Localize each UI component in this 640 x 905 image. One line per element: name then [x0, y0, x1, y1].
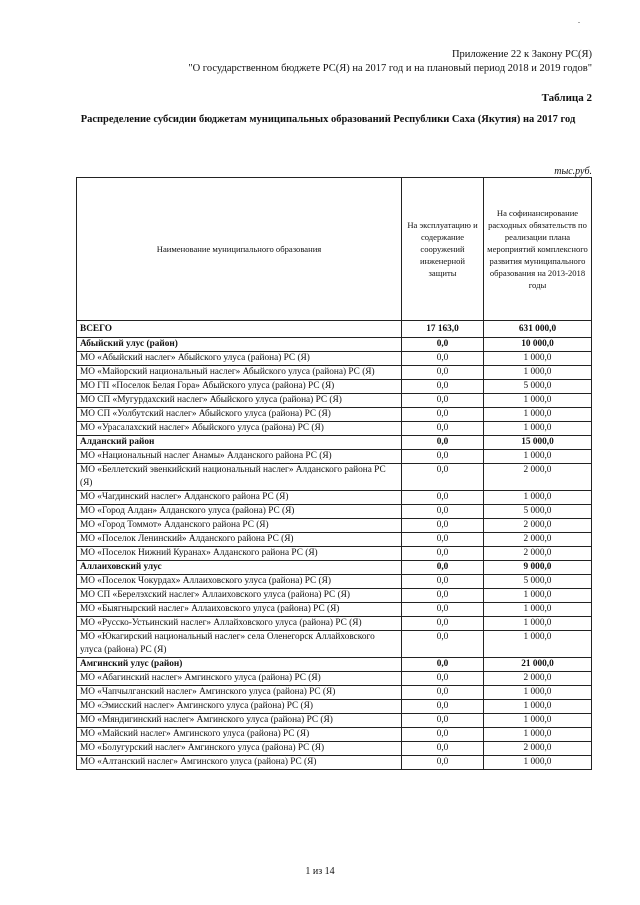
table-row [77, 352, 592, 366]
cell-cofinancing-value: 1 000,0 [484, 700, 592, 714]
table-number: Таблица 2 [541, 92, 592, 104]
table-row [77, 533, 592, 547]
table-row [77, 366, 592, 380]
cell-name: Алданский район [77, 436, 402, 450]
appendix-header [188, 48, 592, 76]
table-row [77, 422, 592, 436]
table-row [77, 380, 592, 394]
cell-cofinancing-value: 1 000,0 [484, 352, 592, 366]
cell-engineering-value: 0,0 [402, 575, 484, 589]
cell-engineering-value: 0,0 [402, 338, 484, 352]
cell-name: МО «Алтанский наслег» Амгинского улуса (района) РС (Я) [77, 756, 402, 770]
table-row [77, 450, 592, 464]
cell-cofinancing-value: 2 000,0 [484, 742, 592, 756]
cell-name: МО «Абагинский наслег» Амгинского улуса (района) РС (Я) [77, 672, 402, 686]
table-row [77, 617, 592, 631]
cell-engineering-value: 0,0 [402, 450, 484, 464]
cell-name: МО СП «Берелэхский наслег» Аллаиховского улуса (района) РС (Я) [77, 589, 402, 603]
cell-cofinancing-value: 2 000,0 [484, 672, 592, 686]
table-row [77, 321, 592, 338]
table-row [77, 742, 592, 756]
cell-name: Аллаиховский улус [77, 561, 402, 575]
cell-cofinancing-value: 1 000,0 [484, 603, 592, 617]
cell-cofinancing-value: 1 000,0 [484, 756, 592, 770]
cell-name: Абыйский улус (район) [77, 338, 402, 352]
cell-name: МО «Беллетский эвенкийский национальный наслег» Алданского района РС (Я) [77, 464, 402, 491]
cell-cofinancing-value: 1 000,0 [484, 686, 592, 700]
table-row [77, 394, 592, 408]
cell-cofinancing-value: 1 000,0 [484, 422, 592, 436]
cell-name: МО «Болугурский наслег» Амгинского улуса (района) РС (Я) [77, 742, 402, 756]
appendix-line-2: "О государственном бюджете РС(Я) на 2017 год и на плановый период 2018 и 2019 годов" [188, 63, 592, 74]
cell-name: МО «Юкагирский национальный наслег» села Оленегорск Аллайховского улуса (района) РС (Я) [77, 631, 402, 658]
page-number: 1 из 14 [305, 866, 335, 877]
cell-cofinancing-value: 5 000,0 [484, 575, 592, 589]
cell-cofinancing-value: 10 000,0 [484, 338, 592, 352]
cell-cofinancing-value: 1 000,0 [484, 366, 592, 380]
cell-engineering-value: 0,0 [402, 491, 484, 505]
cell-cofinancing-value: 5 000,0 [484, 380, 592, 394]
cell-cofinancing-value: 15 000,0 [484, 436, 592, 450]
cell-engineering-value: 0,0 [402, 658, 484, 672]
cell-name: МО «Чапчылганский наслег» Амгинского улуса (района) РС (Я) [77, 686, 402, 700]
table-row [77, 338, 592, 352]
cell-name: МО «Поселок Ленинский» Алданского района РС (Я) [77, 533, 402, 547]
table-row [77, 547, 592, 561]
cell-name: МО «Русско-Устьинский наслег» Аллайховского улуса (района) РС (Я) [77, 617, 402, 631]
cell-cofinancing-value: 1 000,0 [484, 714, 592, 728]
cell-engineering-value: 0,0 [402, 464, 484, 491]
cell-name: МО «Абыйский наслег» Абыйского улуса (района) РС (Я) [77, 352, 402, 366]
cell-engineering-value: 0,0 [402, 352, 484, 366]
table-row [77, 575, 592, 589]
cell-name: МО «Мяндигинский наслег» Амгинского улуса (района) РС (Я) [77, 714, 402, 728]
appendix-line-1: Приложение 22 к Закону РС(Я) [451, 49, 592, 60]
cell-engineering-value: 0,0 [402, 672, 484, 686]
cell-engineering-value: 0,0 [402, 742, 484, 756]
cell-engineering-value: 0,0 [402, 603, 484, 617]
cell-engineering-value: 0,0 [402, 366, 484, 380]
cell-name: МО «Национальный наслег Анамы» Алданского района РС (Я) [77, 450, 402, 464]
cell-engineering-value: 0,0 [402, 547, 484, 561]
table-row [77, 631, 592, 658]
table-row [77, 756, 592, 770]
column-header-name: Наименование муниципального образования [77, 178, 402, 321]
subsidy-table [76, 177, 592, 770]
cell-cofinancing-value: 1 000,0 [484, 728, 592, 742]
table-row [77, 658, 592, 672]
table-row [77, 728, 592, 742]
table-row [77, 408, 592, 422]
cell-engineering-value: 0,0 [402, 631, 484, 658]
cell-name: МО «Эмисский наслег» Амгинского улуса (района) РС (Я) [77, 700, 402, 714]
cell-engineering-value: 0,0 [402, 505, 484, 519]
units-label: тыс.руб. [554, 166, 592, 177]
cell-cofinancing-value: 1 000,0 [484, 617, 592, 631]
cell-cofinancing-value: 1 000,0 [484, 589, 592, 603]
cell-cofinancing-value: 2 000,0 [484, 533, 592, 547]
table-row [77, 519, 592, 533]
cell-cofinancing-value: 5 000,0 [484, 505, 592, 519]
cell-name: МО СП «Уолбутский наслег» Абыйского улуса (района) РС (Я) [77, 408, 402, 422]
cell-engineering-value: 17 163,0 [402, 321, 484, 338]
cell-name: МО «Майский наслег» Амгинского улуса (района) РС (Я) [77, 728, 402, 742]
cell-name: Амгинский улус (район) [77, 658, 402, 672]
cell-cofinancing-value: 1 000,0 [484, 450, 592, 464]
cell-engineering-value: 0,0 [402, 519, 484, 533]
cell-cofinancing-value: 2 000,0 [484, 547, 592, 561]
corner-mark: . [578, 16, 580, 25]
cell-cofinancing-value: 9 000,0 [484, 561, 592, 575]
table-row [77, 589, 592, 603]
cell-engineering-value: 0,0 [402, 617, 484, 631]
table-header-row [77, 178, 592, 321]
cell-name: ВСЕГО [77, 321, 402, 338]
table-row [77, 491, 592, 505]
cell-engineering-value: 0,0 [402, 533, 484, 547]
table-row [77, 603, 592, 617]
cell-engineering-value: 0,0 [402, 589, 484, 603]
table-row [77, 686, 592, 700]
table-row [77, 464, 592, 491]
cell-cofinancing-value: 1 000,0 [484, 491, 592, 505]
cell-name: МО «Чагдинский наслег» Алданского района РС (Я) [77, 491, 402, 505]
cell-engineering-value: 0,0 [402, 700, 484, 714]
cell-name: МО «Майорский национальный наслег» Абыйского улуса (района) РС (Я) [77, 366, 402, 380]
table-row [77, 436, 592, 450]
table-row [77, 505, 592, 519]
cell-engineering-value: 0,0 [402, 380, 484, 394]
cell-engineering-value: 0,0 [402, 686, 484, 700]
cell-cofinancing-value: 2 000,0 [484, 519, 592, 533]
table-row [77, 672, 592, 686]
cell-name: МО «Город Томмот» Алданского района РС (Я) [77, 519, 402, 533]
column-header-cofinancing: На софинансирование расходных обязательств по реализации плана мероприятий комплексного развития муниципального образования на 2013-2018 годы [484, 178, 592, 321]
cell-name: МО «Урасалахский наслег» Абыйского улуса (района) РС (Я) [77, 422, 402, 436]
cell-cofinancing-value: 1 000,0 [484, 408, 592, 422]
document-title: Распределение субсидии бюджетам муниципальных образований Республики Саха (Якутия) на 2017 год [80, 114, 576, 125]
cell-engineering-value: 0,0 [402, 436, 484, 450]
cell-engineering-value: 0,0 [402, 728, 484, 742]
cell-cofinancing-value: 631 000,0 [484, 321, 592, 338]
cell-engineering-value: 0,0 [402, 394, 484, 408]
cell-name: МО «Быягнырский наслег» Аллаиховского улуса (района) РС (Я) [77, 603, 402, 617]
cell-engineering-value: 0,0 [402, 756, 484, 770]
cell-name: МО СП «Мугурдахский наслег» Абыйского улуса (района) РС (Я) [77, 394, 402, 408]
cell-name: МО «Город Алдан» Алданского улуса (района) РС (Я) [77, 505, 402, 519]
cell-engineering-value: 0,0 [402, 422, 484, 436]
cell-cofinancing-value: 1 000,0 [484, 631, 592, 658]
table-row [77, 700, 592, 714]
cell-cofinancing-value: 2 000,0 [484, 464, 592, 491]
column-header-engineering: На эксплуатацию и содержание сооружений инженерной защиты [402, 178, 484, 321]
cell-name: МО ГП «Поселок Белая Гора» Абыйского улуса (района) РС (Я) [77, 380, 402, 394]
cell-cofinancing-value: 21 000,0 [484, 658, 592, 672]
cell-cofinancing-value: 1 000,0 [484, 394, 592, 408]
cell-name: МО «Поселок Чокурдах» Аллаиховского улуса (района) РС (Я) [77, 575, 402, 589]
cell-engineering-value: 0,0 [402, 408, 484, 422]
cell-name: МО «Поселок Нижний Куранах» Алданского района РС (Я) [77, 547, 402, 561]
cell-engineering-value: 0,0 [402, 714, 484, 728]
table-row [77, 714, 592, 728]
cell-engineering-value: 0,0 [402, 561, 484, 575]
table-row [77, 561, 592, 575]
